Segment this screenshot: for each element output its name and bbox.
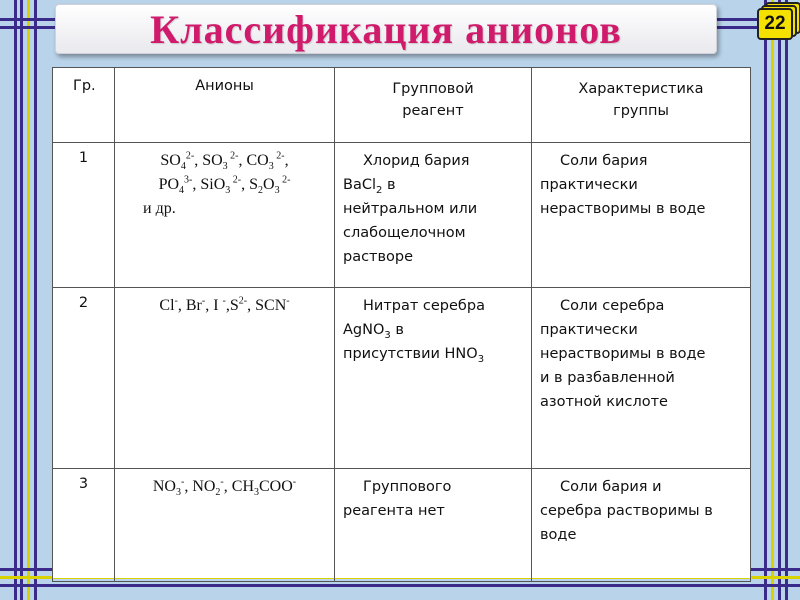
slide-number: 22: [757, 8, 793, 40]
reagent-line: нейтральном или: [343, 201, 478, 217]
title-banner: [55, 4, 717, 54]
anion-line: $SO_4^{2-}$, $SO_3$ $^{2-}$, $CO_3$ $^{2-}$,: [160, 150, 289, 173]
characteristic-text: [532, 469, 750, 553]
anion-line: $PO_4^{3-}$, SiO$_3$ $^{2-}$, $S_2O_3$ $^{2-}$: [158, 174, 291, 197]
table-header-row: [53, 68, 751, 143]
anion-classification-table: [52, 67, 751, 582]
header-reagent-line: реагент: [402, 103, 464, 119]
header-group: [53, 68, 115, 143]
reagent-text: [335, 469, 531, 529]
header-anions: [115, 68, 335, 143]
characteristic-line: практически: [540, 322, 638, 338]
characteristic-cell: [532, 469, 751, 582]
characteristic-line: воде: [540, 527, 577, 543]
row-number-cell: [53, 143, 115, 288]
characteristic-line: и в разбавленной: [540, 370, 675, 386]
table-row: [53, 469, 751, 582]
header-characteristic-line: Характеристика: [578, 81, 704, 97]
anions-cell: [115, 469, 335, 582]
frame-line: [785, 0, 788, 600]
anion-line-extra: и др.: [143, 200, 176, 217]
table-row: [53, 143, 751, 288]
frame-line: [34, 0, 37, 600]
reagent-line: Хлорид бария: [363, 153, 470, 169]
frame-line: [0, 584, 800, 587]
anion-line: Cl-, Br-, I $^-,S^{2-}$, SCN-: [159, 295, 290, 314]
reagent-line: BaCl$_2$ в: [343, 177, 396, 196]
table-row: [53, 288, 751, 469]
row-number: 1: [78, 150, 89, 166]
characteristic-text: [532, 288, 750, 420]
row-number-cell: [53, 288, 115, 469]
anion-line: $NO_3^-$, $NO_2^-$, $CH_3COO^-$: [152, 476, 297, 499]
row-number: 2: [78, 295, 89, 311]
frame-line: [778, 0, 781, 600]
anion-table-container: [52, 67, 750, 578]
characteristic-line: серебра растворимы в: [540, 503, 713, 519]
characteristic-line: Соли серебра: [560, 298, 665, 314]
anions-formula: [115, 143, 334, 227]
characteristic-cell: [532, 288, 751, 469]
header-characteristic-label: [532, 68, 750, 122]
characteristic-line: практически: [540, 177, 638, 193]
header-reagent-line: Групповой: [392, 81, 474, 97]
reagent-line: AgNO$_3$ в: [343, 322, 404, 341]
reagent-line: растворе: [343, 249, 414, 265]
reagent-line: Нитрат серебра: [363, 298, 485, 314]
row-number: 3: [78, 476, 89, 492]
header-reagent: [335, 68, 532, 143]
characteristic-line: Соли бария: [560, 153, 648, 169]
anions-formula: [115, 469, 334, 505]
reagent-text: [335, 143, 531, 275]
header-characteristic-line: группы: [613, 103, 669, 119]
characteristic-text: [532, 143, 750, 227]
anions-cell: [115, 143, 335, 288]
reagent-line: Группового: [363, 479, 452, 495]
characteristic-line: азотной кислоте: [540, 394, 668, 410]
reagent-text: [335, 288, 531, 372]
header-characteristic: [532, 68, 751, 143]
page-title: Классификация анионов: [150, 6, 622, 52]
frame-line: [27, 0, 30, 600]
reagent-cell: [335, 469, 532, 582]
frame-line: [14, 0, 17, 600]
reagent-line: реагента нет: [343, 503, 445, 519]
frame-line: [764, 0, 767, 600]
characteristic-line: нерастворимы в воде: [540, 201, 706, 217]
header-anions-label: Анионы: [195, 78, 254, 94]
reagent-line-subscript: 3: [477, 353, 485, 365]
reagent-line: [343, 342, 523, 366]
reagent-line: слабощелочном: [343, 225, 466, 241]
reagent-line-text: присутствии HNO: [343, 346, 478, 362]
characteristic-line: Соли бария и: [560, 479, 662, 495]
header-reagent-label: [335, 68, 531, 122]
frame-line: [20, 0, 23, 600]
characteristic-line: нерастворимы в воде: [540, 346, 706, 362]
slide-number-badge: [756, 2, 798, 38]
characteristic-cell: [532, 143, 751, 288]
row-number-cell: [53, 469, 115, 582]
header-group-label: Гр.: [73, 78, 96, 94]
anions-formula: [115, 288, 334, 324]
reagent-cell: [335, 288, 532, 469]
anions-cell: [115, 288, 335, 469]
frame-line: [771, 0, 774, 600]
reagent-cell: [335, 143, 532, 288]
